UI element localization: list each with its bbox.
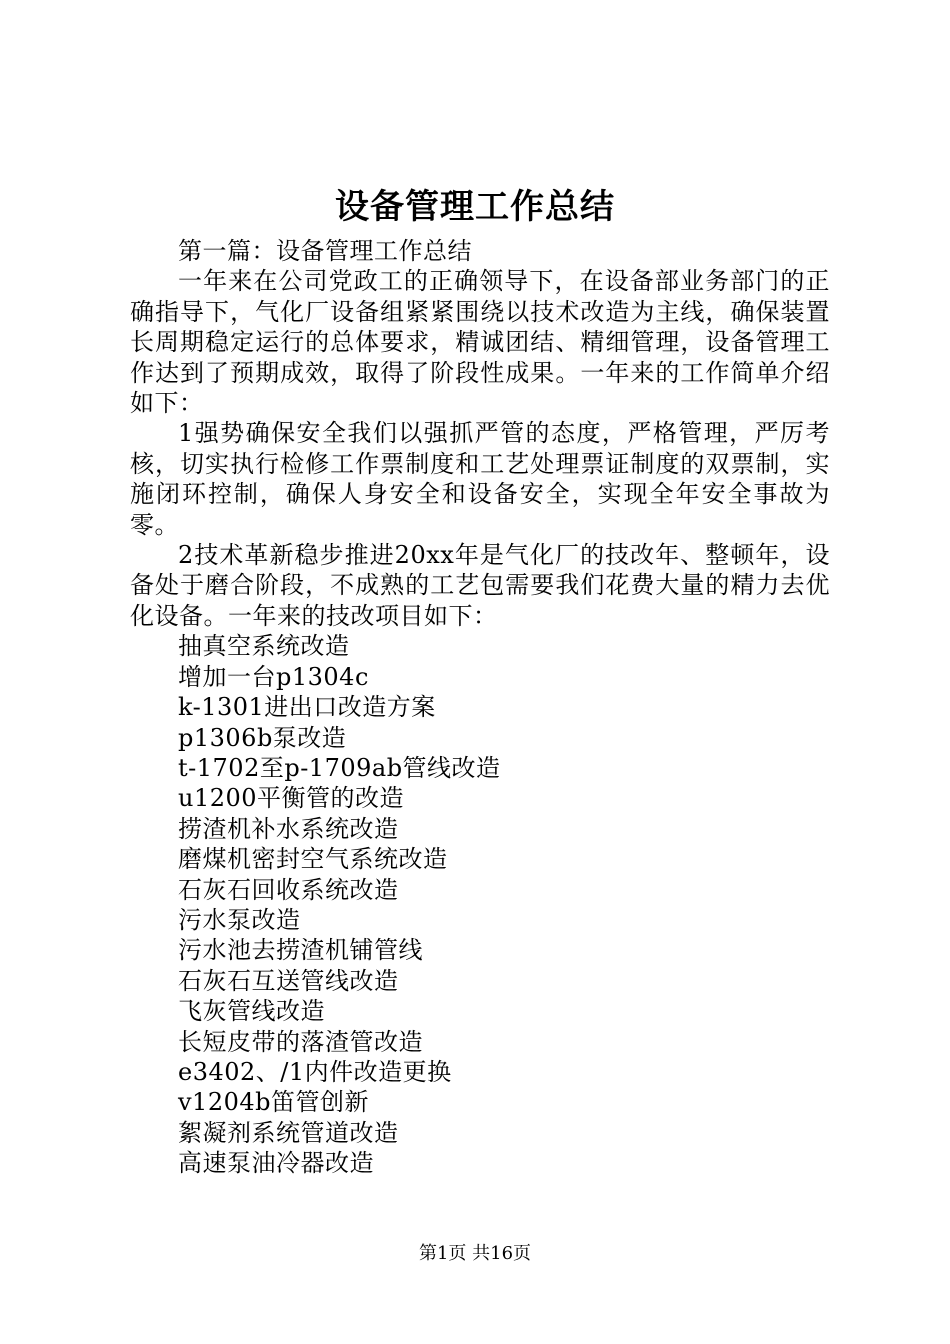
list-item: u1200平衡管的改造 (178, 784, 405, 813)
list-item: 絮凝剂系统管道改造 (178, 1118, 399, 1147)
list-item: e3402、/1内件改造更换 (178, 1057, 452, 1086)
list-item: 捞渣机补水系统改造 (178, 814, 399, 843)
list-item: 增加一台p1304c (178, 662, 369, 691)
document-body (130, 236, 830, 1179)
project-list (130, 631, 830, 1178)
paragraph-intro: 一年来在公司党政工的正确领导下，在设备部业务部门的正确指导下，气化厂设备组紧紧围绕以技术改造为主线，确保装置长周期稳定运行的总体要求，精诚团结、精细管理，设备管理工作达到了预期成效，取得了阶段性成果。一年来的工作简单介绍如下： (130, 267, 830, 418)
list-item: v1204b笛管创新 (178, 1088, 369, 1117)
paragraph-innovation: 2技术革新稳步推进20xx年是气化厂的技改年、整顿年，设备处于磨合阶段，不成熟的工艺包需要我们花费大量的精力去优化设备。一年来的技改项目如下： (130, 541, 830, 630)
list-item: 高速泵油冷器改造 (178, 1149, 374, 1178)
list-item: 污水泵改造 (178, 905, 301, 934)
list-item: 抽真空系统改造 (178, 632, 350, 661)
list-item: 磨煤机密封空气系统改造 (178, 845, 448, 874)
list-item: p1306b泵改造 (178, 723, 347, 752)
list-item: 飞灰管线改造 (178, 997, 325, 1026)
list-item: 石灰石回收系统改造 (178, 875, 399, 904)
page-footer: 第1页 共16页 (418, 1243, 532, 1264)
list-item: k-1301进出口改造方案 (178, 693, 436, 722)
document-title: 设备管理工作总结 (335, 187, 615, 227)
paragraph-safety: 1强势确保安全我们以强抓严管的态度，严格管理，严厉考核，切实执行检修工作票制度和工艺处理票证制度的双票制，实施闭环控制，确保人身安全和设备安全，实现全年安全事故为零。 (130, 419, 830, 539)
list-item: t-1702至p-1709ab管线改造 (178, 753, 501, 782)
list-item: 污水池去捞渣机铺管线 (178, 936, 423, 965)
list-item: 长短皮带的落渣管改造 (178, 1027, 423, 1056)
section-heading: 第一篇：设备管理工作总结 (178, 237, 472, 265)
list-item: 石灰石互送管线改造 (178, 966, 399, 995)
